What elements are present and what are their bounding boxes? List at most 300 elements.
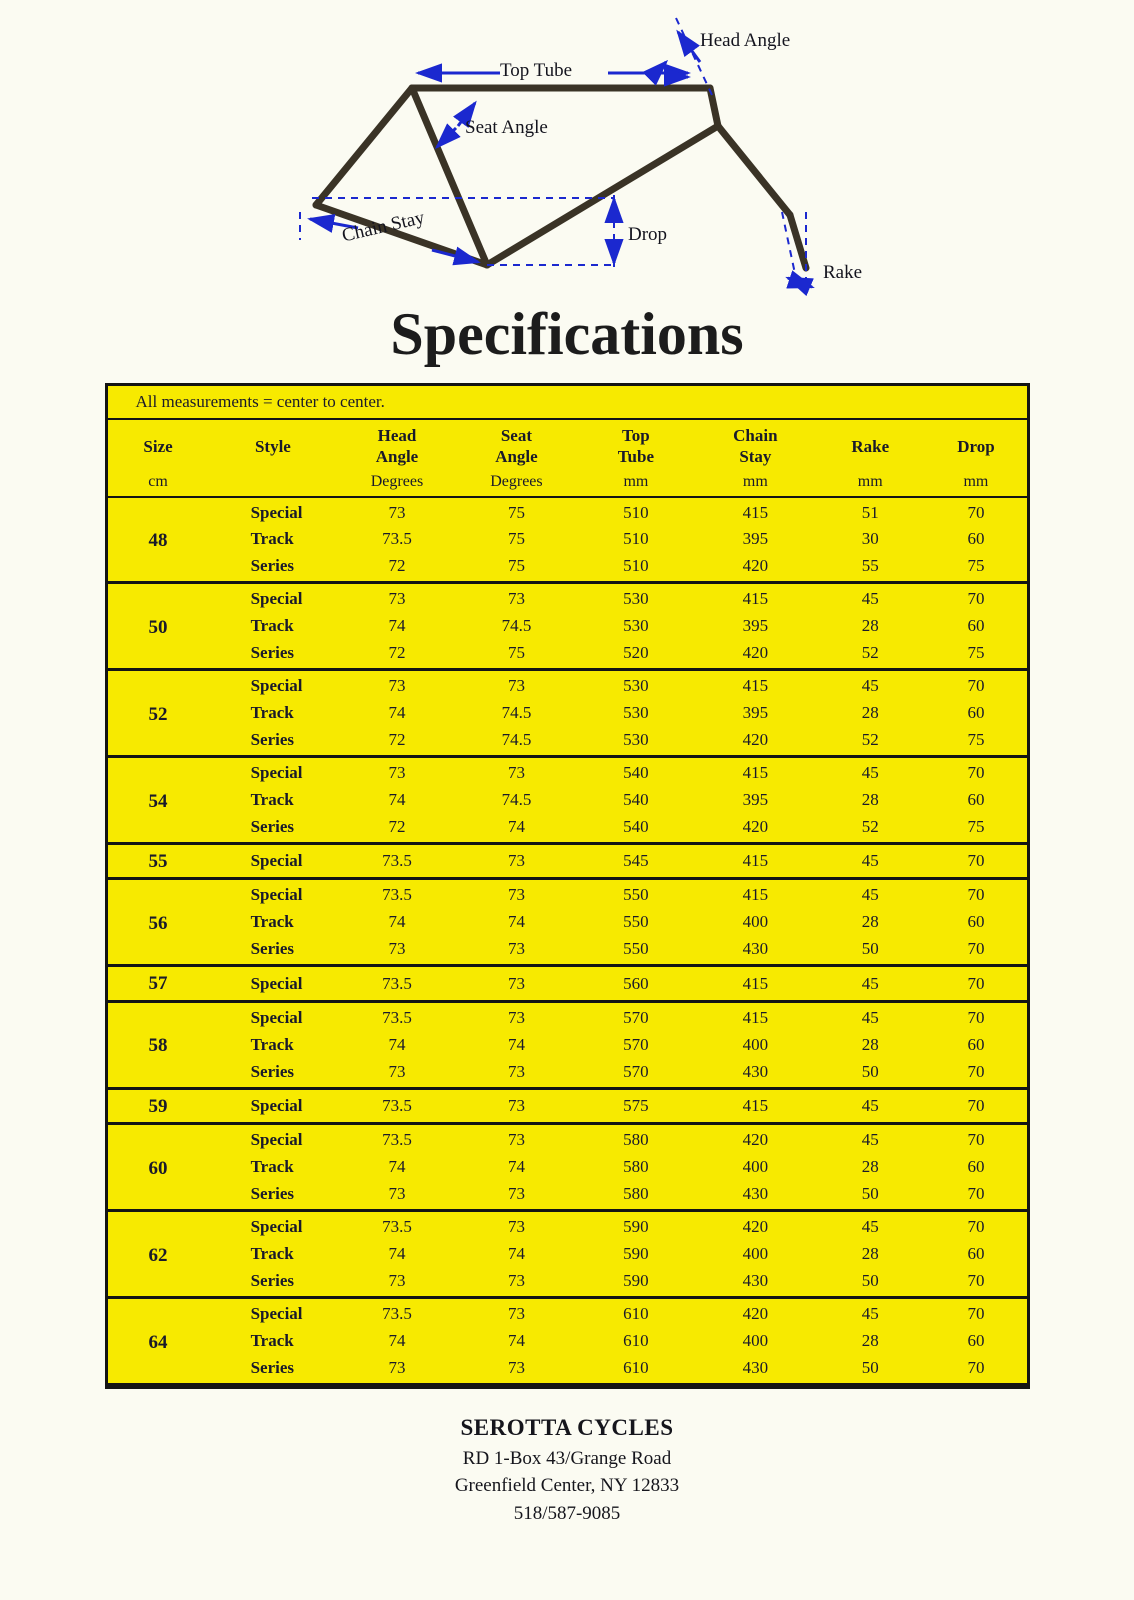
cell-chain-stay: 415 bbox=[742, 676, 769, 696]
table-row bbox=[108, 1328, 1027, 1355]
cell-chain-stay: 415 bbox=[742, 589, 769, 609]
cell-rake: 45 bbox=[861, 762, 879, 782]
column-header-head-angle bbox=[337, 419, 456, 471]
size-group bbox=[108, 497, 1027, 584]
cell-drop: 60 bbox=[967, 616, 985, 636]
column-header-chain-stay-line2: Stay bbox=[739, 447, 772, 467]
cell-seat-angle: 73 bbox=[507, 851, 525, 871]
cell-drop: 60 bbox=[967, 1157, 985, 1177]
cell-rake: 50 bbox=[861, 939, 879, 959]
column-header-drop: Drop bbox=[957, 436, 995, 456]
table-row bbox=[108, 1124, 1027, 1154]
cell-rake: 45 bbox=[861, 885, 879, 905]
cell-chain-stay: 400 bbox=[742, 1034, 769, 1054]
cell-head-angle: 73.5 bbox=[382, 1007, 412, 1027]
cell-chain-stay: 395 bbox=[742, 529, 769, 549]
cell-rake: 28 bbox=[861, 703, 879, 723]
cell-drop: 70 bbox=[967, 1184, 985, 1204]
cell-head-angle: 74 bbox=[388, 703, 406, 723]
cell-top-tube: 570 bbox=[623, 1034, 649, 1054]
cell-rake: 45 bbox=[861, 973, 879, 993]
cell-seat-angle: 73 bbox=[507, 973, 525, 993]
cell-seat-angle: 73 bbox=[507, 1270, 525, 1290]
cell-top-tube: 570 bbox=[623, 1061, 649, 1081]
cell-chain-stay: 420 bbox=[742, 816, 769, 836]
cell-head-angle: 73 bbox=[388, 502, 406, 522]
cell-style: Special bbox=[250, 973, 303, 993]
cell-head-angle: 74 bbox=[388, 616, 406, 636]
cell-drop: 60 bbox=[967, 703, 985, 723]
size-group bbox=[108, 844, 1027, 880]
table-row bbox=[108, 787, 1027, 814]
cell-style: Special bbox=[250, 676, 303, 696]
cell-seat-angle: 73 bbox=[507, 1184, 525, 1204]
cell-size: 58 bbox=[148, 1035, 168, 1057]
cell-chain-stay: 400 bbox=[742, 1157, 769, 1177]
cell-chain-stay: 430 bbox=[742, 939, 769, 959]
cell-chain-stay: 420 bbox=[742, 730, 769, 749]
cell-rake: 51 bbox=[861, 502, 879, 522]
cell-rake: 30 bbox=[861, 529, 879, 549]
cell-chain-stay: 415 bbox=[742, 1096, 769, 1115]
cell-style: Special bbox=[250, 851, 303, 871]
cell-chain-stay: 430 bbox=[742, 1184, 769, 1204]
unit-drop: mm bbox=[925, 471, 1026, 497]
cell-rake: 45 bbox=[861, 1130, 879, 1150]
cell-rake: 45 bbox=[861, 1007, 879, 1027]
size-group bbox=[108, 670, 1027, 757]
cell-seat-angle: 75 bbox=[507, 643, 525, 663]
cell-drop: 70 bbox=[967, 939, 985, 959]
cell-seat-angle: 73 bbox=[507, 676, 525, 696]
cell-chain-stay: 400 bbox=[742, 1244, 769, 1264]
cell-rake: 50 bbox=[861, 1184, 879, 1204]
cell-rake: 28 bbox=[861, 1157, 879, 1177]
table-row bbox=[108, 757, 1027, 787]
column-header-head-angle-line1: Head bbox=[377, 426, 417, 445]
cell-drop: 70 bbox=[967, 589, 985, 609]
cell-head-angle: 73 bbox=[388, 939, 406, 959]
cell-size: 50 bbox=[148, 616, 168, 638]
cell-seat-angle: 74 bbox=[507, 1157, 525, 1177]
cell-seat-angle: 73 bbox=[507, 1096, 525, 1115]
unit-head-angle: Degrees bbox=[337, 471, 456, 497]
cell-head-angle: 72 bbox=[388, 816, 406, 836]
cell-top-tube: 550 bbox=[623, 885, 649, 905]
size-group bbox=[108, 1211, 1027, 1298]
cell-style: Special bbox=[250, 885, 303, 905]
cell-style: Track bbox=[250, 1157, 294, 1177]
table-row bbox=[108, 936, 1027, 966]
cell-top-tube: 575 bbox=[623, 1096, 649, 1115]
diagram-label-top-tube: Top Tube bbox=[500, 60, 573, 81]
cell-drop: 70 bbox=[967, 1217, 985, 1237]
cell-drop: 60 bbox=[967, 1244, 985, 1264]
cell-drop: 70 bbox=[967, 502, 985, 522]
cell-head-angle: 73.5 bbox=[382, 973, 412, 993]
table-row bbox=[108, 497, 1027, 527]
table-row bbox=[108, 1298, 1027, 1328]
cell-style: Special bbox=[250, 589, 303, 609]
cell-drop: 70 bbox=[967, 1270, 985, 1290]
cell-size: 59 bbox=[148, 1095, 168, 1117]
cell-style: Series bbox=[250, 939, 295, 959]
cell-rake: 52 bbox=[861, 643, 879, 663]
cell-size: 57 bbox=[148, 973, 168, 995]
size-group bbox=[108, 1298, 1027, 1385]
cell-rake: 28 bbox=[861, 1330, 879, 1350]
cell-head-angle: 73.5 bbox=[382, 529, 412, 549]
cell-head-angle: 73 bbox=[388, 676, 406, 696]
cell-chain-stay: 400 bbox=[742, 912, 769, 932]
diagram-label-rake: Rake bbox=[823, 262, 863, 283]
cell-seat-angle: 74.5 bbox=[501, 616, 532, 636]
size-group bbox=[108, 1002, 1027, 1089]
cell-head-angle: 73 bbox=[388, 1357, 406, 1377]
cell-rake: 28 bbox=[861, 1034, 879, 1054]
table-note-row bbox=[108, 386, 1027, 419]
cell-rake: 52 bbox=[861, 730, 879, 749]
cell-seat-angle: 74 bbox=[507, 912, 525, 932]
cell-size: 56 bbox=[148, 912, 168, 934]
column-header-head-angle-line2: Angle bbox=[375, 447, 419, 467]
cell-top-tube: 550 bbox=[623, 912, 649, 932]
unit-chain-stay: mm bbox=[696, 471, 815, 497]
cell-drop: 70 bbox=[967, 1096, 985, 1115]
cell-top-tube: 580 bbox=[623, 1130, 649, 1150]
size-group bbox=[108, 879, 1027, 966]
cell-seat-angle: 73 bbox=[507, 1130, 525, 1150]
cell-style: Track bbox=[250, 912, 294, 932]
table-row bbox=[108, 909, 1027, 936]
unit-size: cm bbox=[108, 471, 209, 497]
cell-head-angle: 73.5 bbox=[382, 1217, 412, 1237]
cell-seat-angle: 73 bbox=[507, 762, 525, 782]
cell-rake: 50 bbox=[861, 1357, 879, 1377]
cell-chain-stay: 420 bbox=[742, 1303, 769, 1323]
footer bbox=[0, 1415, 1134, 1528]
size-group bbox=[108, 757, 1027, 844]
cell-head-angle: 74 bbox=[388, 1244, 406, 1264]
cell-style: Track bbox=[250, 616, 294, 636]
cell-chain-stay: 395 bbox=[742, 616, 769, 636]
cell-style: Track bbox=[250, 703, 294, 723]
cell-rake: 45 bbox=[861, 1303, 879, 1323]
cell-size: 54 bbox=[148, 790, 168, 812]
cell-style: Series bbox=[250, 643, 295, 663]
cell-chain-stay: 415 bbox=[742, 1007, 769, 1027]
table-row bbox=[108, 1002, 1027, 1032]
cell-rake: 45 bbox=[861, 676, 879, 696]
table-row bbox=[108, 1355, 1027, 1385]
cell-seat-angle: 73 bbox=[507, 1303, 525, 1323]
cell-head-angle: 72 bbox=[388, 556, 406, 576]
cell-style: Track bbox=[250, 1330, 294, 1350]
cell-top-tube: 610 bbox=[623, 1303, 649, 1323]
cell-style: Series bbox=[250, 556, 295, 576]
cell-chain-stay: 420 bbox=[742, 556, 769, 576]
cell-seat-angle: 73 bbox=[507, 1217, 525, 1237]
cell-seat-angle: 73 bbox=[507, 885, 525, 905]
cell-chain-stay: 415 bbox=[742, 885, 769, 905]
cell-rake: 50 bbox=[861, 1061, 879, 1081]
column-header-rake: Rake bbox=[851, 436, 890, 456]
cell-style: Series bbox=[250, 1270, 295, 1290]
cell-head-angle: 73 bbox=[388, 1184, 406, 1204]
cell-drop: 60 bbox=[967, 789, 985, 809]
cell-top-tube: 550 bbox=[623, 939, 649, 959]
cell-chain-stay: 400 bbox=[742, 1330, 769, 1350]
cell-seat-angle: 74.5 bbox=[501, 730, 532, 749]
cell-size: 52 bbox=[148, 703, 168, 725]
cell-drop: 70 bbox=[967, 851, 985, 871]
address-line-2: Greenfield Center, NY 12833 bbox=[454, 1475, 680, 1497]
unit-rake: mm bbox=[815, 471, 925, 497]
cell-seat-angle: 73 bbox=[507, 589, 525, 609]
size-group bbox=[108, 966, 1027, 1002]
unit-seat-angle: Degrees bbox=[457, 471, 576, 497]
table-row bbox=[108, 553, 1027, 583]
cell-head-angle: 73 bbox=[388, 589, 406, 609]
cell-size: 60 bbox=[148, 1157, 168, 1179]
column-header-top-tube-line1: Top bbox=[622, 426, 650, 445]
column-header-seat-angle-line2: Angle bbox=[495, 447, 538, 467]
cell-chain-stay: 415 bbox=[742, 502, 769, 522]
cell-rake: 45 bbox=[861, 1217, 879, 1237]
table-row bbox=[108, 670, 1027, 700]
cell-style: Series bbox=[250, 1061, 295, 1081]
cell-seat-angle: 73 bbox=[507, 1007, 525, 1027]
cell-rake: 52 bbox=[861, 816, 879, 836]
cell-rake: 28 bbox=[861, 1244, 879, 1264]
specifications-table bbox=[108, 386, 1027, 1386]
cell-style: Special bbox=[250, 762, 303, 782]
cell-chain-stay: 430 bbox=[742, 1357, 769, 1377]
cell-chain-stay: 420 bbox=[742, 1217, 769, 1237]
cell-drop: 60 bbox=[967, 529, 985, 549]
table-row bbox=[108, 966, 1027, 1002]
cell-seat-angle: 74 bbox=[507, 816, 525, 836]
cell-chain-stay: 430 bbox=[742, 1061, 769, 1081]
table-row bbox=[108, 1154, 1027, 1181]
cell-head-angle: 73 bbox=[388, 762, 406, 782]
company-name: SEROTTA CYCLES bbox=[460, 1414, 674, 1440]
table-header-row bbox=[108, 419, 1027, 471]
table-row bbox=[108, 700, 1027, 727]
cell-top-tube: 530 bbox=[623, 589, 649, 609]
table-row bbox=[108, 1211, 1027, 1241]
cell-seat-angle: 73 bbox=[507, 1061, 525, 1081]
cell-seat-angle: 74 bbox=[507, 1244, 525, 1264]
table-row bbox=[108, 1032, 1027, 1059]
cell-head-angle: 73.5 bbox=[382, 1303, 412, 1323]
column-header-seat-angle-line1: Seat bbox=[500, 426, 533, 445]
cell-chain-stay: 415 bbox=[742, 851, 769, 871]
column-header-size: Size bbox=[143, 436, 173, 456]
cell-head-angle: 72 bbox=[388, 643, 406, 663]
cell-drop: 70 bbox=[967, 1303, 985, 1323]
cell-style: Special bbox=[250, 1217, 303, 1237]
cell-seat-angle: 74 bbox=[507, 1034, 525, 1054]
page-title: Specifications bbox=[390, 301, 744, 367]
cell-rake: 28 bbox=[861, 789, 879, 809]
cell-top-tube: 510 bbox=[623, 529, 649, 549]
cell-top-tube: 530 bbox=[623, 616, 649, 636]
table-row bbox=[108, 879, 1027, 909]
cell-seat-angle: 73 bbox=[507, 1357, 525, 1377]
cell-drop: 70 bbox=[967, 973, 985, 993]
cell-rake: 28 bbox=[861, 616, 879, 636]
cell-drop: 70 bbox=[967, 1007, 985, 1027]
cell-seat-angle: 73 bbox=[507, 939, 525, 959]
cell-style: Special bbox=[250, 1096, 303, 1115]
cell-rake: 45 bbox=[861, 589, 879, 609]
cell-rake: 55 bbox=[861, 556, 879, 576]
phone-number: 518/587-9085 bbox=[513, 1502, 621, 1524]
cell-style: Special bbox=[250, 502, 303, 522]
cell-style: Track bbox=[250, 789, 294, 809]
size-group bbox=[108, 1124, 1027, 1211]
cell-seat-angle: 75 bbox=[507, 529, 525, 549]
size-group bbox=[108, 583, 1027, 670]
cell-style: Track bbox=[250, 1244, 294, 1264]
cell-head-angle: 74 bbox=[388, 789, 406, 809]
cell-drop: 70 bbox=[967, 1357, 985, 1377]
cell-style: Track bbox=[250, 1034, 294, 1054]
table-row bbox=[108, 613, 1027, 640]
column-header-chain-stay bbox=[696, 419, 815, 471]
cell-top-tube: 540 bbox=[623, 816, 649, 836]
cell-top-tube: 530 bbox=[623, 676, 649, 696]
frame-geometry-svg bbox=[0, 0, 1134, 300]
cell-size: 62 bbox=[148, 1244, 168, 1266]
table-row bbox=[108, 1268, 1027, 1298]
cell-drop: 60 bbox=[967, 1034, 985, 1054]
cell-chain-stay: 430 bbox=[742, 1270, 769, 1290]
cell-top-tube: 560 bbox=[623, 973, 649, 993]
cell-drop: 60 bbox=[967, 1330, 985, 1350]
cell-style: Series bbox=[250, 1184, 295, 1204]
column-header-top-tube bbox=[576, 419, 695, 471]
cell-seat-angle: 75 bbox=[507, 502, 525, 522]
cell-top-tube: 540 bbox=[623, 762, 649, 782]
cell-seat-angle: 74 bbox=[507, 1330, 525, 1350]
table-row bbox=[108, 1241, 1027, 1268]
cell-head-angle: 73.5 bbox=[382, 885, 412, 905]
cell-head-angle: 73.5 bbox=[382, 851, 412, 871]
cell-head-angle: 73 bbox=[388, 1061, 406, 1081]
table-note: All measurements = center to center. bbox=[108, 386, 1027, 419]
cell-rake: 45 bbox=[861, 851, 879, 871]
cell-head-angle: 73.5 bbox=[382, 1096, 412, 1115]
cell-head-angle: 73 bbox=[388, 1270, 406, 1290]
table-row bbox=[108, 526, 1027, 553]
cell-top-tube: 510 bbox=[623, 502, 649, 522]
cell-chain-stay: 395 bbox=[742, 789, 769, 809]
cell-rake: 28 bbox=[861, 912, 879, 932]
cell-style: Track bbox=[250, 529, 294, 549]
cell-drop: 70 bbox=[967, 1061, 985, 1081]
cell-drop: 70 bbox=[967, 762, 985, 782]
cell-size: 64 bbox=[148, 1331, 168, 1353]
cell-style: Special bbox=[250, 1130, 303, 1150]
table-row bbox=[108, 640, 1027, 670]
cell-drop: 70 bbox=[967, 885, 985, 905]
cell-head-angle: 74 bbox=[388, 1330, 406, 1350]
cell-head-angle: 72 bbox=[388, 730, 406, 749]
cell-top-tube: 580 bbox=[623, 1157, 649, 1177]
table-row bbox=[108, 1181, 1027, 1211]
table-row bbox=[108, 844, 1027, 880]
cell-drop: 75 bbox=[967, 643, 985, 663]
table-row bbox=[108, 1089, 1027, 1125]
cell-seat-angle: 74.5 bbox=[501, 703, 532, 723]
diagram-label-drop: Drop bbox=[628, 224, 668, 245]
cell-chain-stay: 415 bbox=[742, 762, 769, 782]
cell-top-tube: 590 bbox=[623, 1270, 649, 1290]
table-head bbox=[108, 386, 1027, 497]
column-header-top-tube-line2: Tube bbox=[617, 447, 655, 467]
cell-head-angle: 73.5 bbox=[382, 1130, 412, 1150]
address-line-1: RD 1-Box 43/Grange Road bbox=[462, 1447, 672, 1469]
cell-style: Series bbox=[250, 816, 295, 836]
cell-rake: 50 bbox=[861, 1270, 879, 1290]
cell-style: Special bbox=[250, 1303, 303, 1323]
cell-rake: 45 bbox=[861, 1096, 879, 1115]
cell-top-tube: 570 bbox=[623, 1007, 649, 1027]
diagram-label-seat-angle: Seat Angle bbox=[465, 117, 548, 138]
cell-size: 48 bbox=[148, 530, 168, 552]
table-row bbox=[108, 814, 1027, 844]
cell-top-tube: 530 bbox=[623, 730, 649, 749]
cell-chain-stay: 420 bbox=[742, 1130, 769, 1150]
cell-head-angle: 74 bbox=[388, 912, 406, 932]
cell-style: Special bbox=[250, 1007, 303, 1027]
unit-style bbox=[209, 471, 338, 497]
column-header-style: Style bbox=[254, 436, 291, 456]
cell-top-tube: 590 bbox=[623, 1244, 649, 1264]
cell-top-tube: 510 bbox=[623, 556, 649, 576]
cell-top-tube: 540 bbox=[623, 789, 649, 809]
cell-drop: 75 bbox=[967, 556, 985, 576]
cell-style: Series bbox=[250, 1357, 295, 1377]
cell-top-tube: 545 bbox=[623, 851, 649, 871]
cell-top-tube: 520 bbox=[623, 643, 649, 663]
cell-chain-stay: 415 bbox=[742, 973, 769, 993]
cell-top-tube: 610 bbox=[623, 1357, 649, 1377]
table-row bbox=[108, 1059, 1027, 1089]
cell-chain-stay: 395 bbox=[742, 703, 769, 723]
cell-size: 55 bbox=[148, 850, 168, 872]
cell-seat-angle: 75 bbox=[507, 556, 525, 576]
cell-chain-stay: 420 bbox=[742, 643, 769, 663]
column-header-seat-angle bbox=[457, 419, 576, 471]
table-units-row bbox=[108, 471, 1027, 497]
cell-top-tube: 590 bbox=[623, 1217, 649, 1237]
cell-drop: 75 bbox=[967, 816, 985, 836]
cell-head-angle: 74 bbox=[388, 1157, 406, 1177]
cell-top-tube: 530 bbox=[623, 703, 649, 723]
table-row bbox=[108, 583, 1027, 613]
cell-top-tube: 610 bbox=[623, 1330, 649, 1350]
cell-drop: 70 bbox=[967, 1130, 985, 1150]
column-header-chain-stay-line1: Chain bbox=[733, 426, 778, 445]
cell-style: Series bbox=[250, 730, 295, 749]
cell-head-angle: 74 bbox=[388, 1034, 406, 1054]
size-group bbox=[108, 1089, 1027, 1125]
cell-drop: 60 bbox=[967, 912, 985, 932]
cell-drop: 70 bbox=[967, 676, 985, 696]
